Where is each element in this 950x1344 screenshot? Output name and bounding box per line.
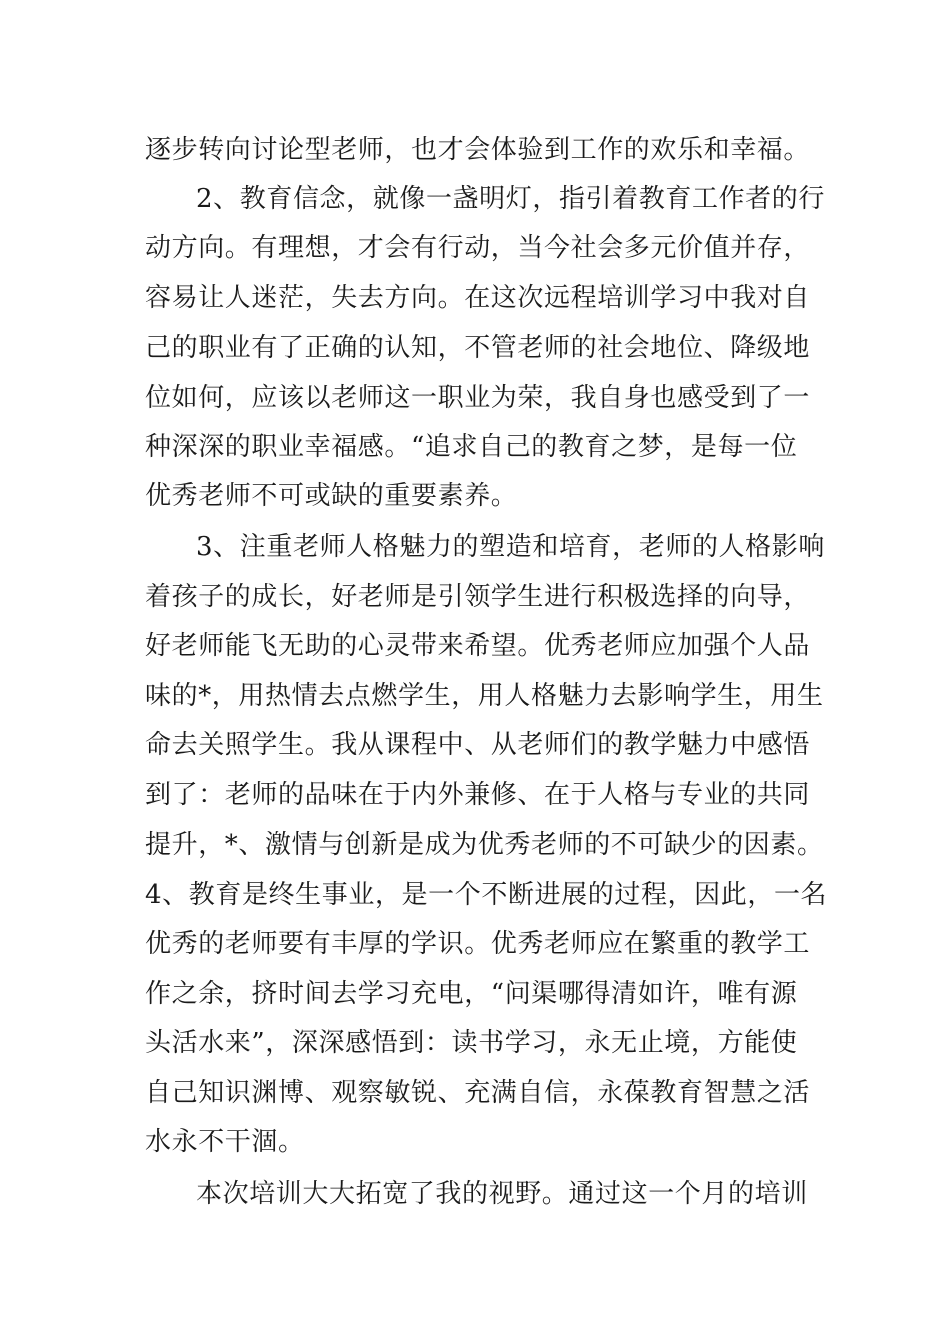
text-line: 优秀老师不可或缺的重要素养。 — [145, 481, 518, 511]
text-line: 3、注重老师人格魅力的塑造和培育，老师的人格影响 — [196, 532, 825, 562]
text-line: 头活水来”，深深感悟到：读书学习，永无止境，方能使 — [145, 1028, 798, 1058]
text-line: 2、教育信念，就像一盏明灯，指引着教育工作者的行 — [196, 184, 825, 214]
text-line: 到了：老师的品味在于内外兼修、在于人格与专业的共同 — [145, 780, 811, 810]
text-line: 优秀的老师要有丰厚的学识。优秀老师应在繁重的教学工 — [145, 929, 811, 959]
text-line: 逐步转向讨论型老师，也才会体验到工作的欢乐和幸福。 — [145, 135, 811, 165]
text-line: 着孩子的成长，好老师是引领学生进行积极选择的向导， — [145, 582, 811, 612]
text-line: 己的职业有了正确的认知，不管老师的社会地位、降级地 — [145, 333, 811, 363]
text-line: 水永不干涸。 — [145, 1127, 305, 1157]
text-line: 本次培训大大拓宽了我的视野。通过这一个月的培训 — [196, 1179, 808, 1209]
text-line: 自己知识渊博、观察敏锐、充满自信，永葆教育智慧之活 — [145, 1078, 811, 1108]
text-line: 命去关照学生。我从课程中、从老师们的教学魅力中感悟 — [145, 730, 811, 760]
text-line: 作之余，挤时间去学习充电，“问渠哪得清如许，唯有源 — [145, 979, 798, 1009]
text-line: 种深深的职业幸福感。“追求自己的教育之梦，是每一位 — [145, 432, 798, 462]
text-line: 4、教育是终生事业，是一个不断进展的过程，因此，一名 — [145, 880, 828, 910]
text-line: 味的*，用热情去点燃学生，用人格魅力去影响学生，用生 — [145, 681, 824, 711]
text-line: 容易让人迷茫，失去方向。在这次远程培训学习中我对自 — [145, 283, 811, 313]
text-line: 位如何，应该以老师这一职业为荣，我自身也感受到了一 — [145, 383, 811, 413]
text-line: 动方向。有理想，才会有行动，当今社会多元价值并存， — [145, 233, 811, 263]
text-line: 提升，*、激情与创新是成为优秀老师的不可缺少的因素。 — [145, 830, 824, 860]
text-line: 好老师能飞无助的心灵带来希望。优秀老师应加强个人品 — [145, 631, 811, 661]
